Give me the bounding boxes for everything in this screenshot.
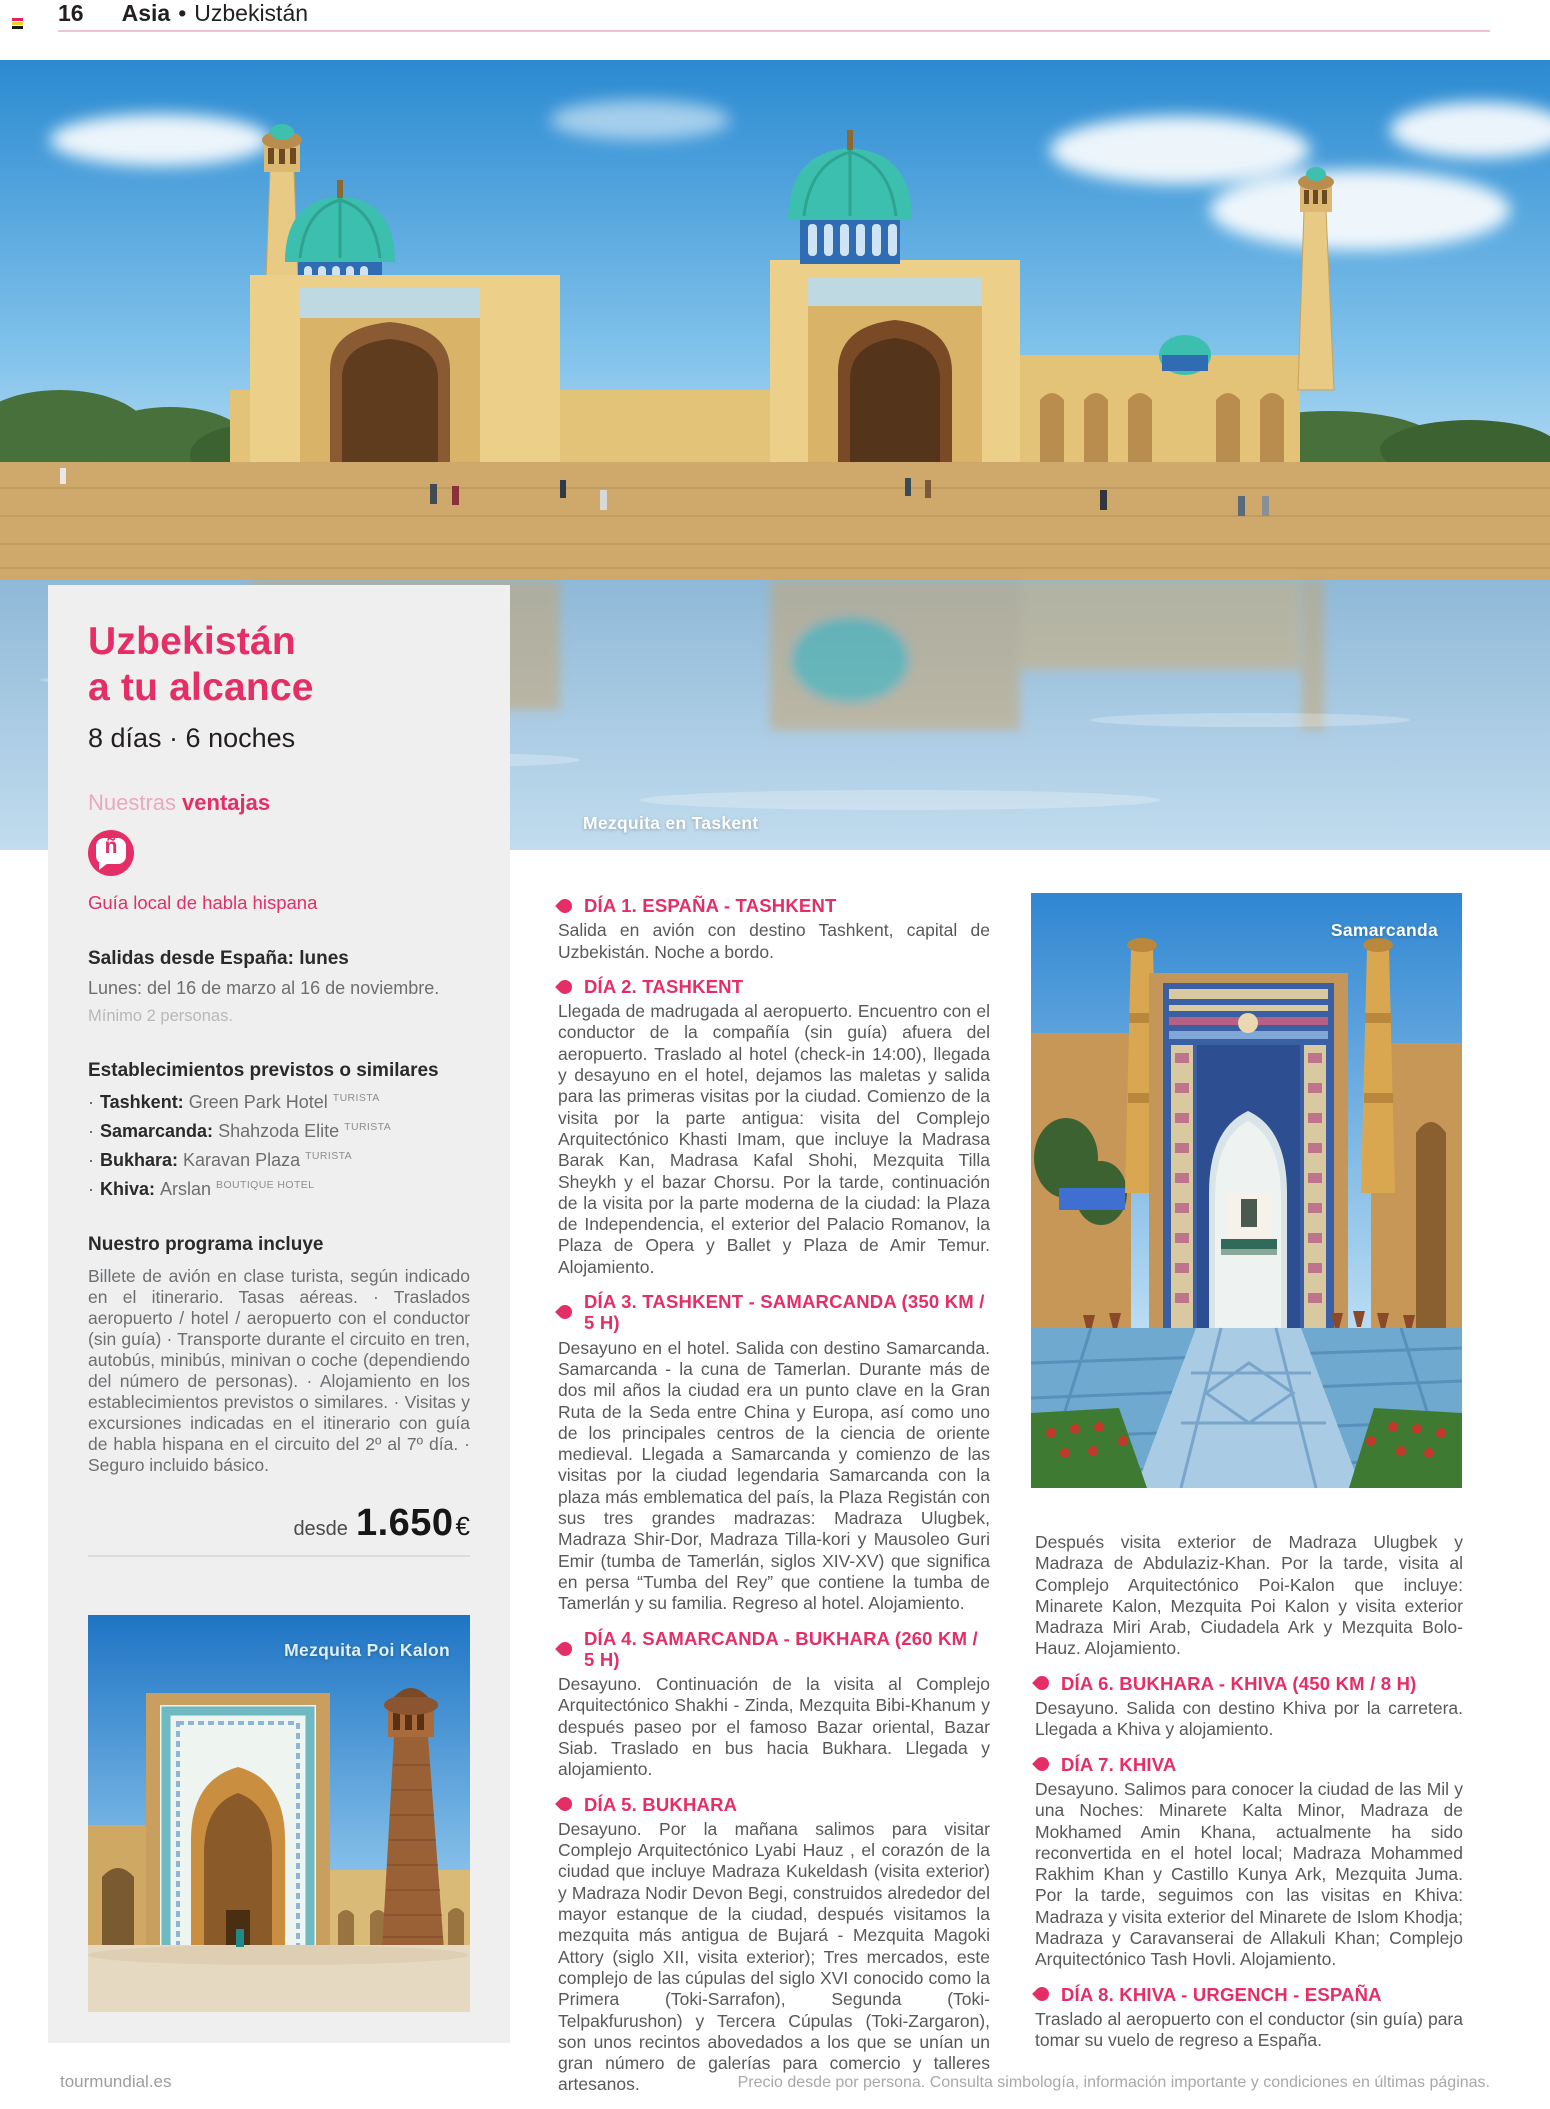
- day-heading: [558, 1628, 990, 1671]
- hero-photo-caption: Mezquita en Taskent: [583, 813, 759, 833]
- itinerary-day: [558, 895, 990, 963]
- hotel-row: [88, 1121, 470, 1142]
- hotel-city: Bukhara:: [100, 1150, 179, 1170]
- hotel-category: BOUTIQUE HOTEL: [216, 1179, 315, 1191]
- price-value: 1.650: [355, 1502, 454, 1544]
- day-body: Desayuno en el hotel. Salida con destino Samarcanda. Samarcanda - la cuna de Tamerlan. Durante más de dos mil años la ciudad era un punto clave en la Gran Ruta de la Seda entre China y Europa, así como uno de los principales centros de la ciencia de oriente medieval. Llegada a Samarcanda y comienzo de las visitas por la ciudad legendaria Samarcanda con la plaza más emblematica del país, la Plaza Registán con sus tres grandes madrazas: Madraza Ulugbek, Madraza Shir-Dor, Madraza Tilla-kori y Mausoleo Guri Emir (tumba de Tamerlán, siglos XIV-XV) que significa en persa “Tumba del Rey” que contiene la tumba de Tamerlán y su familia. Regreso al hotel. Alojamiento.: [558, 1337, 990, 1614]
- tour-title: [88, 619, 470, 711]
- itinerary-day: [1035, 1532, 1463, 1660]
- itinerary-column-1: [558, 895, 990, 2109]
- breadcrumb: [122, 0, 308, 27]
- day-drop-icon: [555, 896, 575, 916]
- itinerary-column-2: [1035, 1532, 1463, 2065]
- samarcanda-illustration: [1031, 893, 1462, 1488]
- price-prefix: desde: [293, 1518, 348, 1540]
- day-heading: [1035, 1673, 1463, 1694]
- breadcrumb-section: Asia: [121, 0, 171, 26]
- day-title: DÍA 2. TASHKENT: [584, 975, 744, 997]
- itinerary-day: [558, 976, 990, 1278]
- day-body: Desayuno. Por la mañana salimos para visitar Complejo Arquitectónico Lyabi Hauz , el corazón de la ciudad que incluye Madraza Kukeldash (visita exterior) y Madraza Nodir Devon Begi, construidos alrededor del mayor estanque de la ciudad, después visitamos la mezquita más antigua de Bujará - Mezquita Magoki Attory (siglo XII, visita exterior); Tres mercados, este complejo de las cúpulas del siglo XVI conocido como la Primera (Toki-Sarrafon), Segunda (Toki-Telpakfurushon) y Tercera Cúpulas (Toki-Zargaron), son unos recintos abovedados a los que se unían un gran número de galerías para comercio y talleres artesanos.: [558, 1818, 990, 2095]
- itinerary-day: [1035, 1673, 1463, 1741]
- bullet: ·: [88, 1092, 94, 1112]
- day-body: Traslado al aeropuerto con el conductor (sin guía) para tomar su vuelo de regreso a España.: [1035, 2008, 1463, 2051]
- day-body: Desayuno. Salida con destino Khiva por la carretera. Llegada a Khiva y alojamiento.: [1035, 1698, 1463, 1740]
- hotel-city: Tashkent:: [100, 1092, 184, 1112]
- day-heading: [1035, 1754, 1463, 1775]
- day-drop-icon: [555, 977, 575, 997]
- footer-note: Precio desde por persona. Consulta simbología, información importante y condiciones en últimas páginas.: [737, 2074, 1490, 2091]
- includes-text: Billete de avión en clase turista, según indicado en el itinerario. Tasas aéreas. · Traslados aeropuerto / hotel / aeropuerto con el conductor (sin guía) · Transporte durante el circuito en tren, autobús, minibús, minivan o coche (dependiendo del número de personas). · Alojamiento en los establecimientos previstos o similares. · Visitas y excursiones indicadas en el itinerario con guía de habla hispana en el circuito del 2º al 7º día. · Seguro incluido básico.: [88, 1266, 470, 1475]
- spanish-guide-icon: [88, 830, 134, 876]
- page-number: 16: [58, 0, 84, 26]
- itinerary-day: [1035, 1754, 1463, 1971]
- hotel-category: TURISTA: [305, 1150, 353, 1162]
- price-row: [88, 1502, 470, 1557]
- poi-kalon-photo: [88, 1615, 470, 2012]
- advantages-label: [88, 790, 470, 816]
- tour-duration: 8 días · 6 noches: [88, 723, 296, 753]
- hotel-name: Arslan: [160, 1179, 217, 1199]
- day-title: DÍA 5. BUKHARA: [584, 1793, 738, 1815]
- tour-title-line1: Uzbekistán: [88, 620, 296, 663]
- day-drop-icon: [1032, 1984, 1052, 2004]
- poi-kalon-illustration: [88, 1615, 470, 2012]
- print-registration-mark-icon: [12, 18, 23, 30]
- day-heading: [1035, 1984, 1463, 2005]
- day-heading: [558, 976, 990, 997]
- bullet: ·: [88, 1150, 94, 1170]
- day-title: DÍA 8. KHIVA - URGENCH - ESPAÑA: [1061, 1983, 1382, 2005]
- advantage-text: Guía local de habla hispana: [88, 892, 318, 913]
- hotel-city: Samarcanda:: [100, 1121, 214, 1141]
- day-body: Salida en avión con destino Tashkent, capital de Uzbekistán. Noche a bordo.: [558, 920, 990, 962]
- day-heading: [558, 1291, 990, 1334]
- day-drop-icon: [1032, 1674, 1052, 1694]
- day-heading: [558, 895, 990, 916]
- day-title: DÍA 1. ESPAÑA - TASHKENT: [584, 895, 837, 916]
- day-drop-icon: [555, 1794, 575, 1814]
- hotel-row: [88, 1150, 470, 1171]
- breadcrumb-separator: •: [178, 0, 187, 26]
- departures-note: Mínimo 2 personas.: [88, 1007, 233, 1025]
- includes-title: Nuestro programa incluye: [88, 1234, 324, 1255]
- hotel-row: [88, 1179, 470, 1200]
- tour-title-line2: a tu alcance: [88, 666, 314, 709]
- hotel-name: Karavan Plaza: [183, 1150, 306, 1170]
- hotel-name: Shahzoda Elite: [218, 1121, 345, 1141]
- day-body: Desayuno. Continuación de la visita al Complejo Arquitectónico Shakhi - Zinda, Mezquita Bibi-Khanum y después paseo por el famoso Bazar oriental, Bazar Siab. Traslado en bus hacia Bukhara. Llegada y alojamiento.: [558, 1674, 990, 1780]
- poi-kalon-photo-caption: Mezquita Poi Kalon: [284, 1640, 450, 1660]
- itinerary-day: [558, 1794, 990, 2096]
- day-title: DÍA 6. BUKHARA - KHIVA (450 KM / 8 H): [1061, 1672, 1417, 1694]
- day-drop-icon: [1032, 1754, 1052, 1774]
- samarcanda-photo-caption: Samarcanda: [1330, 920, 1438, 940]
- page-header: [58, 2, 1490, 32]
- hotels-list: [88, 1092, 470, 1200]
- hotel-city: Khiva:: [100, 1179, 156, 1199]
- day-title: DÍA 7. KHIVA: [1061, 1753, 1177, 1775]
- hotel-name: Green Park Hotel: [188, 1092, 333, 1112]
- samarcanda-photo: [1031, 893, 1462, 1488]
- hotel-row: [88, 1092, 470, 1113]
- day-body: Desayuno. Salimos para conocer la ciudad de las Mil y una Noches: Minarete Kalta Minor, Madraza de Mokhamed Amin Khana, actualmente ha sido reconvertida en el hotel local; Madraza Mohammed Rakhim Khan y Castillo Kunya Ark, Mezquita Juma. Por la tarde, seguimos con las visitas en Khiva: Madraza y visita exterior del Minarete de Islom Khodja; Madraza y Caravanserai de Allakuli Khan; Complejo Arquitectónico Tash Hovli. Alojamiento.: [1035, 1778, 1463, 1970]
- itinerary-day: [1035, 1984, 1463, 2052]
- day-title: DÍA 4. SAMARCANDA - BUKHARA (260 KM / 5 H): [584, 1627, 978, 1670]
- departures-title: Salidas desde España: lunes: [88, 948, 349, 969]
- advantages-label-bold: ventajas: [182, 790, 271, 815]
- hotels-title: Establecimientos previstos o similares: [88, 1060, 439, 1081]
- itinerary-day: [558, 1628, 990, 1781]
- day-body: Llegada de madrugada al aeropuerto. Encuentro con el conductor de la compañía (sin guía) afuera del aeropuerto. Traslado al hotel (check-in 14:00), llegada y desayuno en el hotel, dejamos las maletas y salida para las primeras visitas por la ciudad. Comienzo de la visita por la parte antigua: visita del Complejo Arquitectónico Khasti Imam, que incluye la Madrasa Barak Kan, Madrasa Kafal Shohi, Mezquita Tilla Sheykh y el bazar Chorsu. Por la tarde, continuación de la visita por la parte moderna de la ciudad: la Plaza de Independencia, el exterior del Palacio Romanov, la Plaza de Opera y Ballet y Plaza de Amir Temur. Alojamiento.: [558, 1001, 990, 1277]
- enye-letter: ñ: [104, 835, 118, 858]
- hotel-category: TURISTA: [344, 1121, 392, 1133]
- price-currency: €: [455, 1511, 470, 1541]
- bullet: ·: [88, 1121, 94, 1141]
- day-title: DÍA 3. TASHKENT - SAMARCANDA (350 KM / 5 H): [584, 1291, 985, 1334]
- breadcrumb-country: Uzbekistán: [194, 0, 309, 26]
- day-drop-icon: [555, 1639, 575, 1659]
- day-body: Después visita exterior de Madraza Ulugbek y Madraza de Abdulaziz-Khan. Por la tarde, visita al Complejo Arquitectónico Poi-Kalon que incluye: Minarete Kalon, Mezquita Poi Kalon y visita exterior Madraza Miri Arab, Ciudadela Ark y Mezquita Bolo-Hauz. Alojamiento.: [1035, 1532, 1463, 1659]
- itinerary-day: [558, 1291, 990, 1614]
- advantages-label-light: Nuestras: [88, 790, 177, 815]
- day-drop-icon: [555, 1302, 575, 1322]
- bullet: ·: [88, 1179, 94, 1199]
- hotel-category: TURISTA: [332, 1092, 380, 1104]
- departures-detail: Lunes: del 16 de marzo al 16 de noviembre.: [88, 978, 440, 998]
- day-heading: [558, 1794, 990, 1815]
- footer-website: tourmundial.es: [60, 2072, 172, 2091]
